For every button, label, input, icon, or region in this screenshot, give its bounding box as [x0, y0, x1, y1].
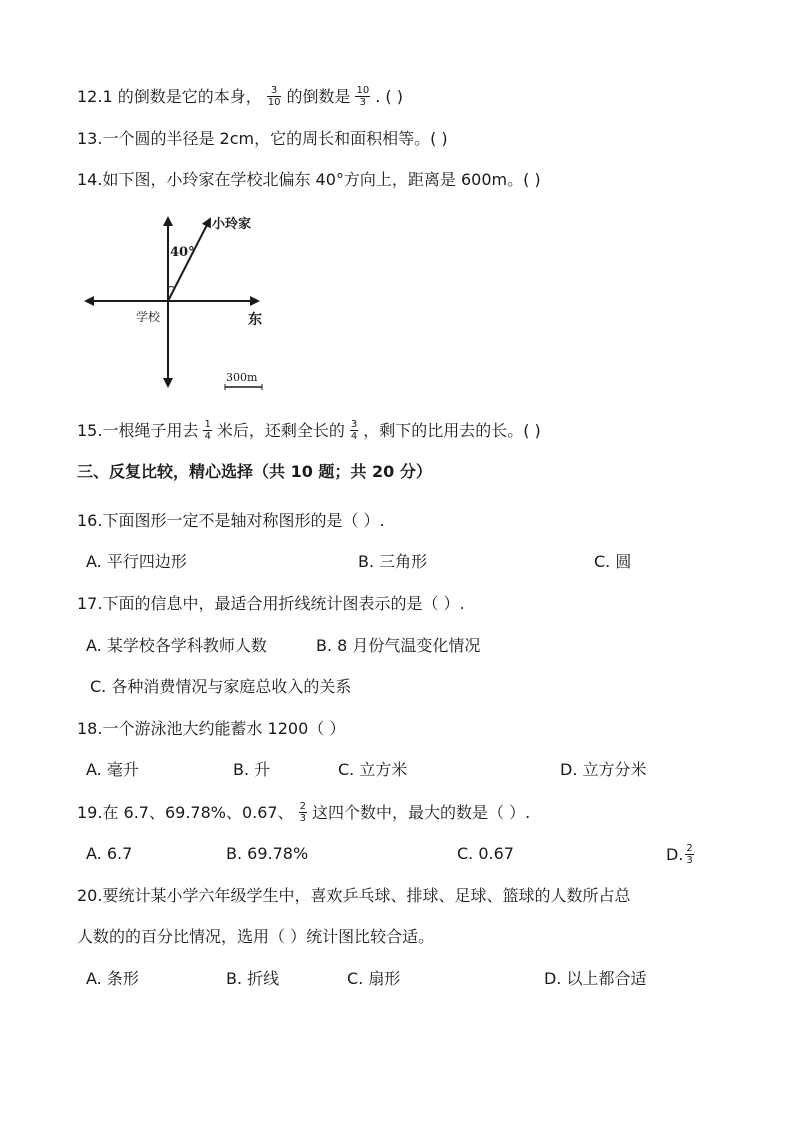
q17-option-a: A. 某学校各学科教师人数: [86, 636, 267, 655]
q16-option-b: B. 三角形: [358, 552, 428, 571]
q19-option-d-label: D.: [666, 845, 684, 864]
q15-fraction-2: $\frac{3}{4}$: [350, 419, 358, 442]
q20-option-a: A. 条形: [86, 969, 139, 988]
q20-option-d: D. 以上都合适: [544, 969, 647, 988]
q19-fraction: $\frac{2}{3}$: [299, 801, 306, 824]
q18-option-d: D. 立方分米: [560, 760, 647, 779]
q19-prefix: 19.在 6.7、69.78%、0.67、: [77, 803, 294, 822]
q19-suffix: 这四个数中，最大的数是（ ）.: [312, 803, 531, 822]
question-16: 16.下面图形一定不是轴对称图形的是（ ）.: [77, 511, 385, 530]
direction-diagram: [80, 212, 280, 392]
q20-option-c: C. 扇形: [347, 969, 401, 988]
q19-option-c: C. 0.67: [457, 844, 514, 863]
q15-suffix: ，剩下的比用去的长。( ): [363, 421, 541, 440]
q17-option-b: B. 8 月份气温变化情况: [316, 636, 481, 655]
east-label: 东: [248, 312, 262, 328]
question-12: [77, 86, 403, 109]
question-19: [77, 802, 530, 825]
home-label: 小玲家: [212, 217, 252, 232]
q19-option-d-fraction: $\frac{2}{3}$: [686, 843, 693, 866]
school-label: 学校: [136, 310, 161, 324]
angle-label: 40°: [170, 245, 195, 260]
q12-prefix: 12.1 的倒数是它的本身，: [77, 87, 262, 106]
q18-option-c: C. 立方米: [338, 760, 408, 779]
q19-option-d: [666, 844, 699, 867]
q16-option-c: C. 圆: [594, 552, 632, 571]
q12-suffix: . ( ): [375, 87, 403, 106]
question-20-line-1: 20.要统计某小学六年级学生中，喜欢乒乓球、排球、足球、篮球的人数所占总: [77, 886, 631, 905]
q15-prefix: 15.一根绳子用去: [77, 421, 199, 440]
q15-fraction-1: $\frac{1}{4}$: [204, 419, 211, 442]
section-3-heading: 三、反复比较，精心选择（共 10 题；共 20 分）: [77, 462, 432, 481]
question-14: 14.如下图，小玲家在学校北偏东 40°方向上，距离是 600m。( ): [77, 170, 541, 189]
q15-middle: 米后，还剩全长的: [216, 421, 345, 440]
q12-fraction-2: $\frac{10}{3}$: [356, 85, 370, 108]
q16-option-a: A. 平行四边形: [86, 552, 187, 571]
question-20-line-2: 人数的的百分比情况，选用（ ）统计图比较合适。: [77, 927, 435, 946]
question-17: 17.下面的信息中，最适合用折线统计图表示的是（ ）.: [77, 594, 465, 613]
q18-option-a: A. 毫升: [86, 760, 139, 779]
q19-option-b: B. 69.78%: [226, 844, 309, 863]
question-15: [77, 420, 541, 443]
q19-option-a: A. 6.7: [86, 844, 133, 863]
q12-middle: 的倒数是: [286, 87, 351, 106]
q17-option-c: C. 各种消费情况与家庭总收入的关系: [90, 677, 352, 696]
question-13: 13.一个圆的半径是 2cm，它的周长和面积相等。( ): [77, 129, 448, 148]
angle-arc: [168, 287, 175, 288]
question-18: 18.一个游泳池大约能蓄水 1200（ ）: [77, 719, 346, 738]
q12-fraction-1: $\frac{3}{10}$: [267, 85, 281, 108]
home-direction-line: [168, 219, 210, 301]
q18-option-b: B. 升: [233, 760, 271, 779]
q20-option-b: B. 折线: [226, 969, 280, 988]
scale-label: 300m: [226, 371, 258, 384]
